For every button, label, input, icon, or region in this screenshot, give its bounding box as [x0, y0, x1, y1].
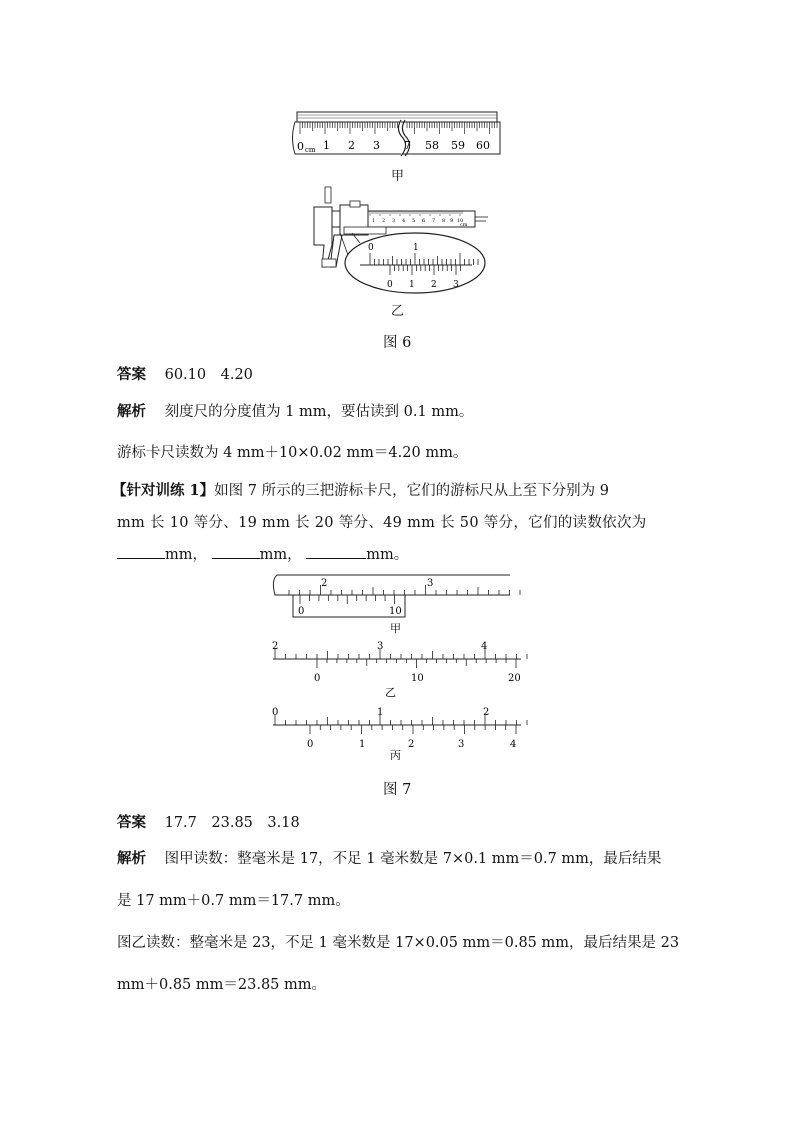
analysis-2-line-3: 图乙读数：整毫米是 23，不足 1 毫米数是 17×0.05 mm＝0.85 mm，最后结果是 23 [117, 935, 680, 951]
caliper-label-1: 1 [372, 218, 376, 224]
fig7-a-vernier-label-10: 10 [389, 606, 402, 617]
training-text-1: 如图 7 所示的三把游标卡尺，它们的游标尺从上至下分别为 9 [214, 483, 609, 499]
blank-unit-1: mm， [165, 547, 207, 563]
answer-1-label: 答案 [117, 366, 146, 383]
answer-1 [117, 363, 253, 384]
blank-unit-3: mm。 [366, 547, 409, 563]
fig7-b-main-label-2: 2 [272, 641, 279, 652]
zoom-vernier-label-0: 0 [387, 280, 393, 290]
analysis-2-label: 解析 [117, 850, 146, 867]
fig7-b-vernier-label-0: 0 [314, 673, 321, 684]
figure-6-title: 图 6 [383, 335, 412, 351]
ruler-label-cm: cm [305, 146, 316, 154]
fig7-c-vernier-label-0: 0 [307, 739, 314, 750]
zoom-vernier-label-1: 1 [409, 280, 415, 290]
analysis-1-line-1 [117, 400, 473, 421]
caliper-label-9: 9 [450, 218, 454, 224]
answer-2 [117, 811, 300, 832]
figure-7-vernier-diagrams [265, 570, 530, 760]
ruler-label-59: 59 [451, 139, 465, 152]
caliper-label-8: 8 [442, 218, 446, 224]
caliper-label-10: 10 [457, 218, 464, 224]
fig7-c-vernier-label-3: 3 [458, 739, 465, 750]
answer-blank-3[interactable] [306, 544, 366, 559]
fig7-a-vernier-label-0: 0 [298, 606, 305, 617]
ruler-label-7: 7 [404, 139, 411, 152]
caliper-label-2: 2 [382, 218, 386, 224]
zoom-main-label-1: 1 [413, 243, 419, 253]
fig7-c-main-label-1: 1 [377, 707, 384, 718]
caliper-label-7: 7 [432, 218, 436, 224]
figure-6-caliper-diagram [300, 185, 495, 297]
fig7-c-vernier-label-4: 4 [510, 739, 517, 750]
blank-unit-2: mm， [259, 547, 302, 563]
fig7-c-vernier-label-1: 1 [359, 739, 366, 750]
fig7-c-vernier-label-2: 2 [408, 739, 415, 750]
ruler-label-1: 1 [323, 139, 330, 152]
fig7-c-main-label-0: 0 [272, 707, 279, 718]
caliper-label-5: 5 [412, 218, 416, 224]
figure-7-title: 图 7 [383, 782, 412, 798]
analysis-2-line-1 [117, 847, 661, 868]
fig7-b-vernier-label-10: 10 [411, 673, 424, 684]
caliper-label-3: 3 [392, 218, 396, 224]
ruler-label-3: 3 [373, 139, 380, 152]
analysis-1-label: 解析 [117, 403, 146, 420]
analysis-2-line-4: mm＋0.85 mm＝23.85 mm。 [117, 977, 327, 993]
analysis-1-line-2: 游标卡尺读数为 4 mm＋10×0.02 mm＝4.20 mm。 [117, 445, 468, 461]
fig7-caption-b: 乙 [385, 686, 396, 699]
analysis-2-text-1: 图甲读数：整毫米是 17，不足 1 毫米数是 7×0.1 mm＝0.7 mm，最后结果 [164, 851, 662, 867]
fig7-b-vernier-label-20: 20 [508, 673, 521, 684]
fig7-caption-a: 甲 [390, 622, 401, 635]
training-line-2: mm 长 10 等分、19 mm 长 20 等分、49 mm 长 50 等分，它们的读数依次为 [117, 515, 647, 531]
fig7-c-main-label-2: 2 [483, 707, 490, 718]
answer-2-label: 答案 [117, 814, 146, 831]
answer-2-values: 17.7 23.85 3.18 [164, 815, 300, 831]
training-blanks-line [117, 543, 408, 564]
zoom-main-label-0: 0 [368, 243, 374, 253]
caliper-label-cm: cm [460, 222, 468, 228]
zoom-vernier-label-3: 3 [453, 280, 459, 290]
fig7-a-main-label-2: 2 [321, 578, 328, 589]
answer-blank-2[interactable] [212, 544, 260, 559]
fig7-b-main-label-4: 4 [481, 641, 488, 652]
caliper-label-6: 6 [422, 218, 426, 224]
figure-6-caption-b: 乙 [391, 304, 405, 319]
ruler-label-60: 60 [476, 139, 490, 152]
training-label: 【针对训练 1】 [112, 482, 215, 499]
fig7-b-main-label-3: 3 [377, 641, 384, 652]
training-line-1 [112, 479, 609, 500]
ruler-label-0: 0 [297, 140, 304, 153]
caliper-label-4: 4 [402, 218, 406, 224]
figure-6-ruler-diagram [285, 108, 510, 160]
answer-blank-1[interactable] [117, 544, 165, 559]
figure-6-caption-a: 甲 [391, 169, 405, 184]
ruler-label-2: 2 [348, 139, 355, 152]
fig7-a-main-label-3: 3 [427, 578, 434, 589]
ruler-label-58: 58 [425, 139, 439, 152]
zoom-vernier-label-2: 2 [431, 280, 437, 290]
analysis-1-text-1: 刻度尺的分度值为 1 mm，要估读到 0.1 mm。 [164, 404, 474, 420]
fig7-caption-c: 丙 [390, 749, 401, 760]
analysis-2-line-2: 是 17 mm＋0.7 mm＝17.7 mm。 [117, 893, 350, 909]
answer-1-values: 60.10 4.20 [164, 367, 253, 383]
